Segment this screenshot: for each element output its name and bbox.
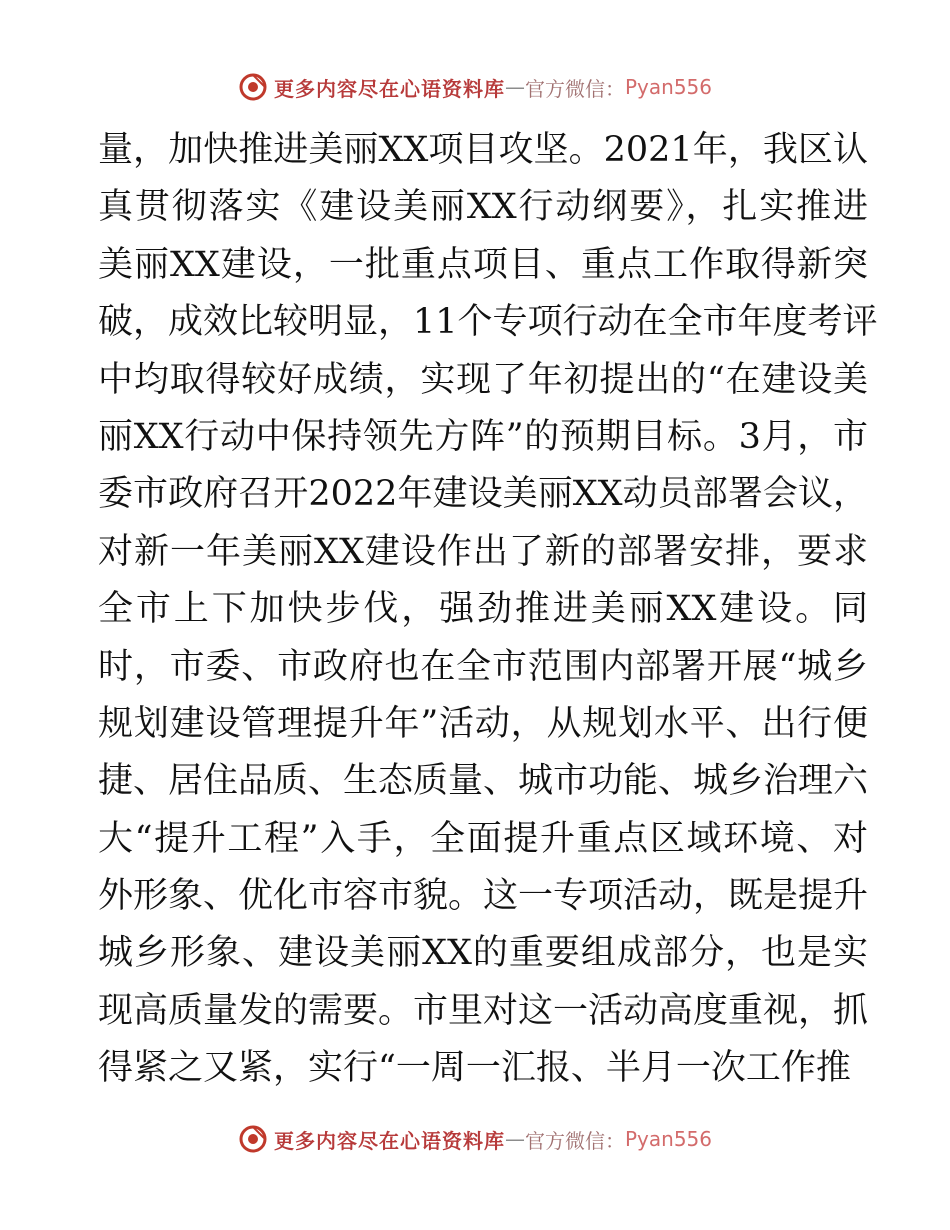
watermark-dash: — [504, 1127, 525, 1151]
text-line: 量，加快推进美丽XX项目攻坚。2021年，我区认 [98, 130, 868, 170]
watermark-wechat-id: Pyan556 [624, 75, 712, 99]
watermark-banner-bottom [0, 1124, 950, 1154]
text-line: 美丽XX建设，一批重点项目、重点工作取得新突 [98, 244, 868, 285]
text-line: 委市政府召开2022年建设美丽XX动员部署会议， [98, 474, 868, 515]
text-line: 真贯彻落实《建设美丽XX行动纲要》，扎实推进 [98, 187, 868, 228]
brand-logo-icon [238, 72, 268, 102]
text-line: 外形象、优化市容市貌。这一专项活动，既是提升 [98, 876, 869, 917]
watermark-banner-top [0, 72, 950, 102]
text-line: 规划建设管理提升年”活动，从规划水平、出行便 [98, 703, 868, 744]
text-line: 时，市委、市政府也在全市范围内部署开展“城乡 [98, 646, 868, 687]
watermark-wechat-label: 官方微信： [524, 1128, 625, 1153]
text-line: 对新一年美丽XX建设作出了新的部署安排，要求 [98, 531, 868, 572]
watermark-main-text: 更多内容尽在心语资料库 [273, 76, 505, 101]
text-line: 大“提升工程”入手，全面提升重点区域环境、对 [98, 818, 868, 859]
text-line: 全市上下加快步伐，强劲推进美丽XX建设。同 [98, 589, 868, 630]
watermark-dash: — [504, 75, 525, 99]
text-line: 得紧之又紧，实行“一周一汇报、半月一次工作推 [98, 1048, 851, 1089]
text-line: 捷、居住品质、生态质量、城市功能、城乡治理六 [98, 761, 869, 802]
text-line: 现高质量发的需要。市里对这一活动高度重视，抓 [98, 990, 869, 1031]
text-line: 中均取得较好成绩，实现了年初提出的“在建设美 [98, 359, 868, 400]
watermark-wechat-id: Pyan556 [624, 1127, 712, 1151]
text-line: 破，成效比较明显，11个专项行动在全市年度考评 [98, 302, 878, 343]
document-body [98, 122, 878, 1098]
brand-logo-icon [238, 1124, 268, 1154]
watermark-main-text: 更多内容尽在心语资料库 [273, 1128, 505, 1153]
text-line: 城乡形象、建设美丽XX的重要组成部分，也是实 [98, 933, 868, 974]
watermark-wechat-label: 官方微信： [524, 76, 625, 101]
text-line: 丽XX行动中保持领先方阵”的预期目标。3月，市 [98, 416, 868, 457]
